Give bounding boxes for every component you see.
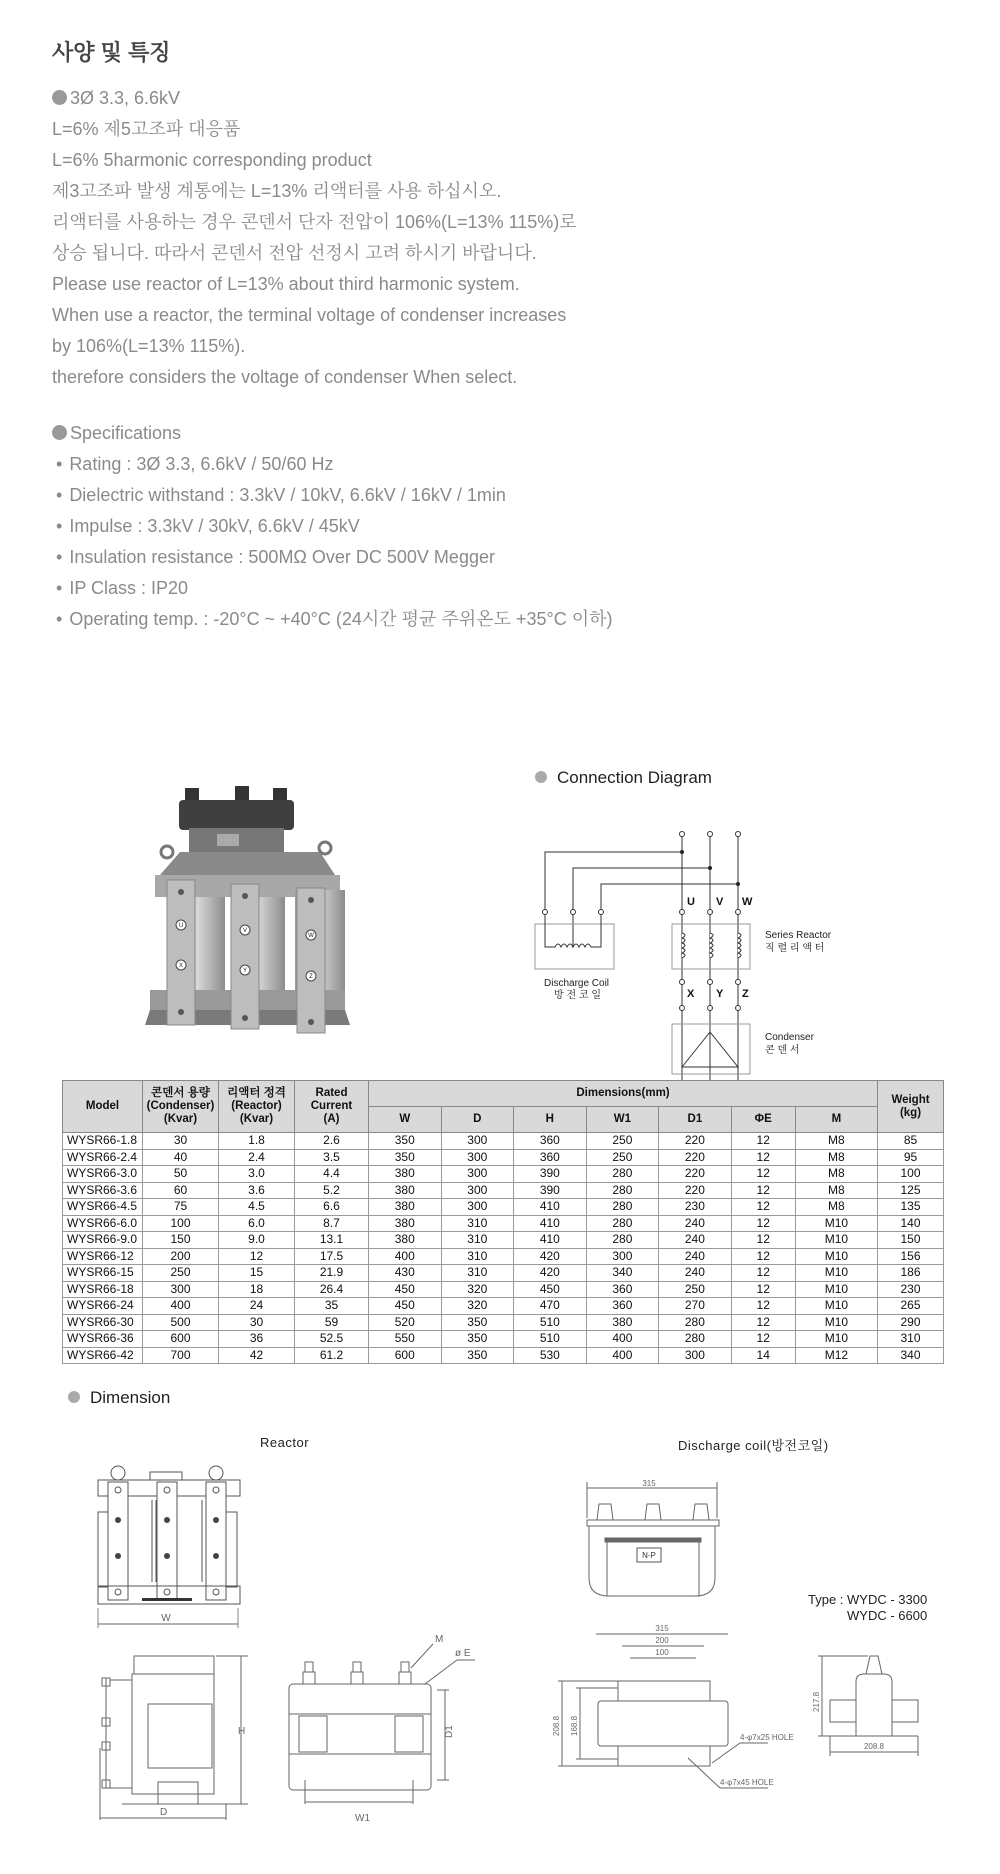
value-cell: 12: [731, 1166, 795, 1183]
value-cell: M10: [795, 1232, 877, 1249]
model-cell: WYSR66-9.0: [63, 1232, 143, 1249]
value-cell: 12: [731, 1232, 795, 1249]
value-cell: 24: [219, 1298, 295, 1315]
value-cell: 340: [586, 1265, 659, 1282]
value-cell: 125: [878, 1182, 944, 1199]
series-reactor-label: Series Reactor: [765, 930, 832, 941]
terminal-w-label: W: [742, 896, 753, 908]
value-cell: 350: [369, 1149, 442, 1166]
dim-m-label: M: [435, 1634, 444, 1645]
value-cell: M12: [795, 1347, 877, 1364]
value-cell: 280: [586, 1199, 659, 1216]
col-header-w1: W1: [586, 1107, 659, 1133]
value-cell: 26.4: [295, 1281, 369, 1298]
coil-base-width-label: 315: [655, 1624, 669, 1633]
discharge-coil-label-ko: 방 전 코 일: [554, 990, 601, 1001]
value-cell: 15: [219, 1265, 295, 1282]
bullet-dot-icon: [52, 90, 67, 105]
terminal-x-label: X: [687, 988, 695, 1000]
model-cell: WYSR66-4.5: [63, 1199, 143, 1216]
value-cell: M10: [795, 1265, 877, 1282]
col-header-model: Model: [63, 1081, 143, 1133]
value-cell: 350: [369, 1133, 442, 1150]
value-cell: 3.0: [219, 1166, 295, 1183]
reactor-drawing-label: Reactor: [260, 1435, 310, 1450]
dim-w-label: W: [161, 1613, 171, 1624]
value-cell: 220: [659, 1182, 732, 1199]
table-row: [63, 1232, 944, 1249]
value-cell: 230: [878, 1281, 944, 1298]
hole-45-label: 4-φ7x45 HOLE: [720, 1778, 774, 1787]
value-cell: 310: [878, 1331, 944, 1348]
value-cell: 220: [659, 1149, 732, 1166]
value-cell: 250: [586, 1133, 659, 1150]
value-cell: 100: [878, 1166, 944, 1183]
value-cell: 30: [143, 1133, 219, 1150]
value-cell: 12: [731, 1248, 795, 1265]
reactor-spec-table: [62, 1080, 944, 1364]
intro-line: by 106%(L=13% 115%).: [52, 336, 246, 356]
value-cell: 12: [731, 1298, 795, 1315]
value-cell: M10: [795, 1314, 877, 1331]
table-row: [63, 1331, 944, 1348]
value-cell: 6.6: [295, 1199, 369, 1216]
dim-e-label: ø E: [455, 1648, 471, 1659]
value-cell: 18: [219, 1281, 295, 1298]
photo-terminal-y: Y: [242, 968, 248, 974]
series-reactor-label-ko: 직 렬 리 액 터: [765, 943, 825, 954]
value-cell: 40: [143, 1149, 219, 1166]
value-cell: 450: [369, 1281, 442, 1298]
value-cell: 350: [441, 1331, 514, 1348]
value-cell: 42: [219, 1347, 295, 1364]
table-row: [63, 1215, 944, 1232]
col-header-d: D: [441, 1107, 514, 1133]
value-cell: 186: [878, 1265, 944, 1282]
intro-line: Please use reactor of L=13% about third harmonic system.: [52, 274, 520, 294]
model-cell: WYSR66-6.0: [63, 1215, 143, 1232]
coil-hole-span-label: 200: [655, 1636, 669, 1645]
value-cell: 12: [731, 1199, 795, 1216]
value-cell: 380: [369, 1215, 442, 1232]
value-cell: 59: [295, 1314, 369, 1331]
value-cell: M8: [795, 1133, 877, 1150]
table-row: [63, 1265, 944, 1282]
value-cell: 310: [441, 1232, 514, 1249]
table-row: [63, 1149, 944, 1166]
value-cell: 12: [731, 1265, 795, 1282]
value-cell: 530: [514, 1347, 587, 1364]
value-cell: 420: [514, 1265, 587, 1282]
nameplate-label: N-P: [642, 1551, 656, 1560]
value-cell: 400: [143, 1298, 219, 1315]
value-cell: 310: [441, 1248, 514, 1265]
value-cell: 30: [219, 1314, 295, 1331]
value-cell: 340: [878, 1347, 944, 1364]
photo-terminal-v: V: [242, 928, 248, 934]
col-header-w: W: [369, 1107, 442, 1133]
value-cell: 36: [219, 1331, 295, 1348]
value-cell: 300: [441, 1182, 514, 1199]
value-cell: 360: [586, 1281, 659, 1298]
model-cell: WYSR66-2.4: [63, 1149, 143, 1166]
value-cell: 500: [143, 1314, 219, 1331]
value-cell: 6.0: [219, 1215, 295, 1232]
value-cell: 350: [441, 1347, 514, 1364]
value-cell: M10: [795, 1248, 877, 1265]
terminal-u-label: U: [687, 896, 695, 908]
value-cell: 35: [295, 1298, 369, 1315]
value-cell: 265: [878, 1298, 944, 1315]
value-cell: 4.4: [295, 1166, 369, 1183]
value-cell: 410: [514, 1232, 587, 1249]
bullet-dot-icon: [52, 425, 67, 440]
table-row: [63, 1182, 944, 1199]
value-cell: 200: [143, 1248, 219, 1265]
condenser-label-ko: 콘 덴 서: [765, 1045, 800, 1056]
spec-item: • Operating temp. : -20°C ~ +40°C (24시간 평균 주위온도 +35°C 이하): [52, 604, 612, 635]
model-cell: WYSR66-1.8: [63, 1133, 143, 1150]
photo-terminal-x: X: [178, 963, 184, 969]
value-cell: 2.4: [219, 1149, 295, 1166]
hole-25-label: 4-φ7x25 HOLE: [740, 1733, 794, 1742]
reactor-w-dimension: [96, 1608, 246, 1630]
col-header-dimensions: Dimensions(mm): [369, 1081, 878, 1107]
value-cell: M10: [795, 1298, 877, 1315]
value-cell: 550: [369, 1331, 442, 1348]
col-header-current: Rated Current (A): [295, 1081, 369, 1133]
photo-terminal-w: W: [308, 933, 314, 939]
value-cell: 52.5: [295, 1331, 369, 1348]
value-cell: 430: [369, 1265, 442, 1282]
model-cell: WYSR66-36: [63, 1331, 143, 1348]
value-cell: 3.5: [295, 1149, 369, 1166]
spec-item: • Insulation resistance : 500MΩ Over DC 500V Megger: [52, 542, 612, 573]
value-cell: 380: [586, 1314, 659, 1331]
value-cell: 250: [586, 1149, 659, 1166]
value-cell: 8.7: [295, 1215, 369, 1232]
table-row: [63, 1166, 944, 1183]
spec-item: • Dielectric withstand : 3.3kV / 10kV, 6.6kV / 16kV / 1min: [52, 480, 612, 511]
page-title: 사양 및 특징: [52, 40, 171, 65]
value-cell: 17.5: [295, 1248, 369, 1265]
dimension-heading: Dimension: [68, 1388, 170, 1408]
value-cell: 280: [586, 1182, 659, 1199]
reactor-front-view-drawing: [90, 1460, 240, 1610]
coil-type-6600: WYDC - 6600: [847, 1608, 928, 1623]
connection-diagram-heading: Connection Diagram: [535, 768, 712, 788]
value-cell: 12: [731, 1149, 795, 1166]
value-cell: 280: [586, 1166, 659, 1183]
col-header-condenser: 콘덴서 용량 (Condenser) (Kvar): [143, 1081, 219, 1133]
table-row: [63, 1133, 944, 1150]
value-cell: 240: [659, 1232, 732, 1249]
value-cell: M8: [795, 1182, 877, 1199]
value-cell: M10: [795, 1331, 877, 1348]
intro-line: 상승 됩니다. 따라서 콘덴서 전압 선정시 고려 하시기 바랍니다.: [52, 243, 537, 263]
intro-line: L=6% 5harmonic corresponding product: [52, 150, 372, 170]
table-row: [63, 1298, 944, 1315]
intro-section: [52, 83, 577, 393]
value-cell: 600: [143, 1331, 219, 1348]
value-cell: 300: [586, 1248, 659, 1265]
value-cell: M10: [795, 1215, 877, 1232]
value-cell: 400: [586, 1347, 659, 1364]
value-cell: 85: [878, 1133, 944, 1150]
value-cell: 520: [369, 1314, 442, 1331]
intro-line: L=6% 제5고조파 대응품: [52, 119, 241, 139]
intro-line: When use a reactor, the terminal voltage of condenser increases: [52, 305, 567, 325]
coil-side-height-label: 217.8: [812, 1691, 821, 1712]
intro-line: therefore considers the voltage of condenser When select.: [52, 367, 518, 387]
value-cell: 21.9: [295, 1265, 369, 1282]
value-cell: 150: [878, 1232, 944, 1249]
value-cell: 300: [659, 1347, 732, 1364]
value-cell: 60: [143, 1182, 219, 1199]
value-cell: 50: [143, 1166, 219, 1183]
value-cell: 75: [143, 1199, 219, 1216]
spec-item: • IP Class : IP20: [52, 573, 612, 604]
value-cell: 320: [441, 1281, 514, 1298]
value-cell: 700: [143, 1347, 219, 1364]
intro-heading: 3Ø 3.3, 6.6kV: [52, 83, 577, 114]
reactor-product-photo: [145, 780, 365, 1040]
value-cell: 360: [514, 1149, 587, 1166]
value-cell: 390: [514, 1182, 587, 1199]
value-cell: 380: [369, 1199, 442, 1216]
value-cell: 270: [659, 1298, 732, 1315]
coil-top-width-label: 315: [642, 1479, 656, 1488]
value-cell: 135: [878, 1199, 944, 1216]
value-cell: 240: [659, 1248, 732, 1265]
discharge-coil-side-view: [812, 1652, 932, 1767]
value-cell: 400: [369, 1248, 442, 1265]
spec-item: • Rating : 3Ø 3.3, 6.6kV / 50/60 Hz: [52, 449, 612, 480]
table-row: [63, 1248, 944, 1265]
specifications-section: [52, 418, 612, 635]
table-row: [63, 1199, 944, 1216]
model-cell: WYSR66-15: [63, 1265, 143, 1282]
value-cell: 510: [514, 1314, 587, 1331]
dim-d-label: D: [160, 1807, 168, 1818]
col-header-weight: Weight (kg): [878, 1081, 944, 1133]
value-cell: 450: [369, 1298, 442, 1315]
value-cell: 310: [441, 1265, 514, 1282]
value-cell: 450: [514, 1281, 587, 1298]
photo-terminal-u: U: [178, 923, 184, 929]
value-cell: 240: [659, 1265, 732, 1282]
value-cell: 350: [441, 1314, 514, 1331]
table-row: [63, 1281, 944, 1298]
model-cell: WYSR66-12: [63, 1248, 143, 1265]
value-cell: 410: [514, 1215, 587, 1232]
value-cell: 220: [659, 1166, 732, 1183]
value-cell: 12: [731, 1314, 795, 1331]
photo-terminal-z: Z: [309, 974, 313, 980]
bullet-dot-icon: [535, 771, 547, 783]
value-cell: 300: [441, 1149, 514, 1166]
value-cell: 95: [878, 1149, 944, 1166]
value-cell: 12: [731, 1182, 795, 1199]
value-cell: 12: [731, 1281, 795, 1298]
value-cell: 390: [514, 1166, 587, 1183]
model-cell: WYSR66-3.6: [63, 1182, 143, 1199]
value-cell: M8: [795, 1199, 877, 1216]
reactor-top-view-drawing: [285, 1632, 475, 1782]
table-row: [63, 1314, 944, 1331]
model-cell: WYSR66-18: [63, 1281, 143, 1298]
dim-h-label: H: [238, 1726, 246, 1737]
value-cell: 600: [369, 1347, 442, 1364]
dim-d1-label: D1: [444, 1725, 455, 1738]
discharge-coil-label: Discharge Coil: [544, 978, 610, 989]
model-cell: WYSR66-24: [63, 1298, 143, 1315]
value-cell: 410: [514, 1199, 587, 1216]
col-header-phi-e: ΦE: [731, 1107, 795, 1133]
model-cell: WYSR66-3.0: [63, 1166, 143, 1183]
intro-line: 리액터를 사용하는 경우 콘덴서 단자 전압이 106%(L=13% 115%)로: [52, 212, 577, 232]
connection-diagram: [530, 800, 870, 1070]
coil-height-outer-label: 208.8: [552, 1715, 561, 1736]
value-cell: 300: [441, 1199, 514, 1216]
value-cell: 230: [659, 1199, 732, 1216]
value-cell: 310: [441, 1215, 514, 1232]
discharge-coil-plan-view: [548, 1618, 794, 1793]
model-cell: WYSR66-42: [63, 1347, 143, 1364]
value-cell: 320: [441, 1298, 514, 1315]
specifications-heading: Specifications: [52, 418, 612, 449]
coil-inner-span-label: 100: [655, 1648, 669, 1657]
col-header-reactor: 리액터 정격 (Reactor) (Kvar): [219, 1081, 295, 1133]
value-cell: 420: [514, 1248, 587, 1265]
value-cell: 140: [878, 1215, 944, 1232]
value-cell: 300: [143, 1281, 219, 1298]
value-cell: 290: [878, 1314, 944, 1331]
value-cell: 400: [586, 1331, 659, 1348]
coil-side-width-label: 208.8: [863, 1742, 885, 1751]
value-cell: 380: [369, 1232, 442, 1249]
value-cell: 280: [586, 1232, 659, 1249]
value-cell: 13.1: [295, 1232, 369, 1249]
discharge-coil-drawing-label: Discharge coil(방전코일): [678, 1438, 829, 1453]
value-cell: 240: [659, 1215, 732, 1232]
table-row: [63, 1347, 944, 1364]
bullet-dot-icon: [68, 1391, 80, 1403]
intro-line: 제3고조파 발생 계통에는 L=13% 리액터를 사용 하십시오.: [52, 181, 502, 201]
value-cell: 100: [143, 1215, 219, 1232]
value-cell: 250: [143, 1265, 219, 1282]
value-cell: 280: [586, 1215, 659, 1232]
condenser-label: Condenser: [765, 1032, 814, 1043]
value-cell: 250: [659, 1281, 732, 1298]
value-cell: 9.0: [219, 1232, 295, 1249]
value-cell: 380: [369, 1166, 442, 1183]
value-cell: 12: [731, 1133, 795, 1150]
value-cell: 280: [659, 1331, 732, 1348]
value-cell: 470: [514, 1298, 587, 1315]
reactor-side-view-drawing: [98, 1652, 248, 1837]
value-cell: M8: [795, 1166, 877, 1183]
value-cell: 12: [219, 1248, 295, 1265]
terminal-z-label: Z: [742, 988, 749, 1000]
value-cell: 5.2: [295, 1182, 369, 1199]
value-cell: 380: [369, 1182, 442, 1199]
spec-item: • Impulse : 3.3kV / 30kV, 6.6kV / 45kV: [52, 511, 612, 542]
col-header-d1: D1: [659, 1107, 732, 1133]
value-cell: 300: [441, 1166, 514, 1183]
model-cell: WYSR66-30: [63, 1314, 143, 1331]
value-cell: 150: [143, 1232, 219, 1249]
value-cell: M10: [795, 1281, 877, 1298]
dim-w1-label: W1: [355, 1813, 370, 1824]
value-cell: 360: [514, 1133, 587, 1150]
value-cell: 12: [731, 1331, 795, 1348]
value-cell: 510: [514, 1331, 587, 1348]
value-cell: 300: [441, 1133, 514, 1150]
value-cell: 12: [731, 1215, 795, 1232]
value-cell: 1.8: [219, 1133, 295, 1150]
value-cell: 61.2: [295, 1347, 369, 1364]
value-cell: 14: [731, 1347, 795, 1364]
coil-height-inner-label: 168.8: [570, 1715, 579, 1736]
value-cell: 3.6: [219, 1182, 295, 1199]
terminal-y-label: Y: [716, 988, 724, 1000]
terminal-v-label: V: [716, 896, 724, 908]
value-cell: 156: [878, 1248, 944, 1265]
coil-type-3300: Type : WYDC - 3300: [808, 1592, 928, 1607]
col-header-h: H: [514, 1107, 587, 1133]
value-cell: 220: [659, 1133, 732, 1150]
value-cell: 360: [586, 1298, 659, 1315]
value-cell: 4.5: [219, 1199, 295, 1216]
value-cell: M8: [795, 1149, 877, 1166]
coil-type-block: [808, 1592, 927, 1624]
col-header-m: M: [795, 1107, 877, 1133]
value-cell: 280: [659, 1314, 732, 1331]
value-cell: 2.6: [295, 1133, 369, 1150]
discharge-coil-front-view: [585, 1478, 735, 1603]
